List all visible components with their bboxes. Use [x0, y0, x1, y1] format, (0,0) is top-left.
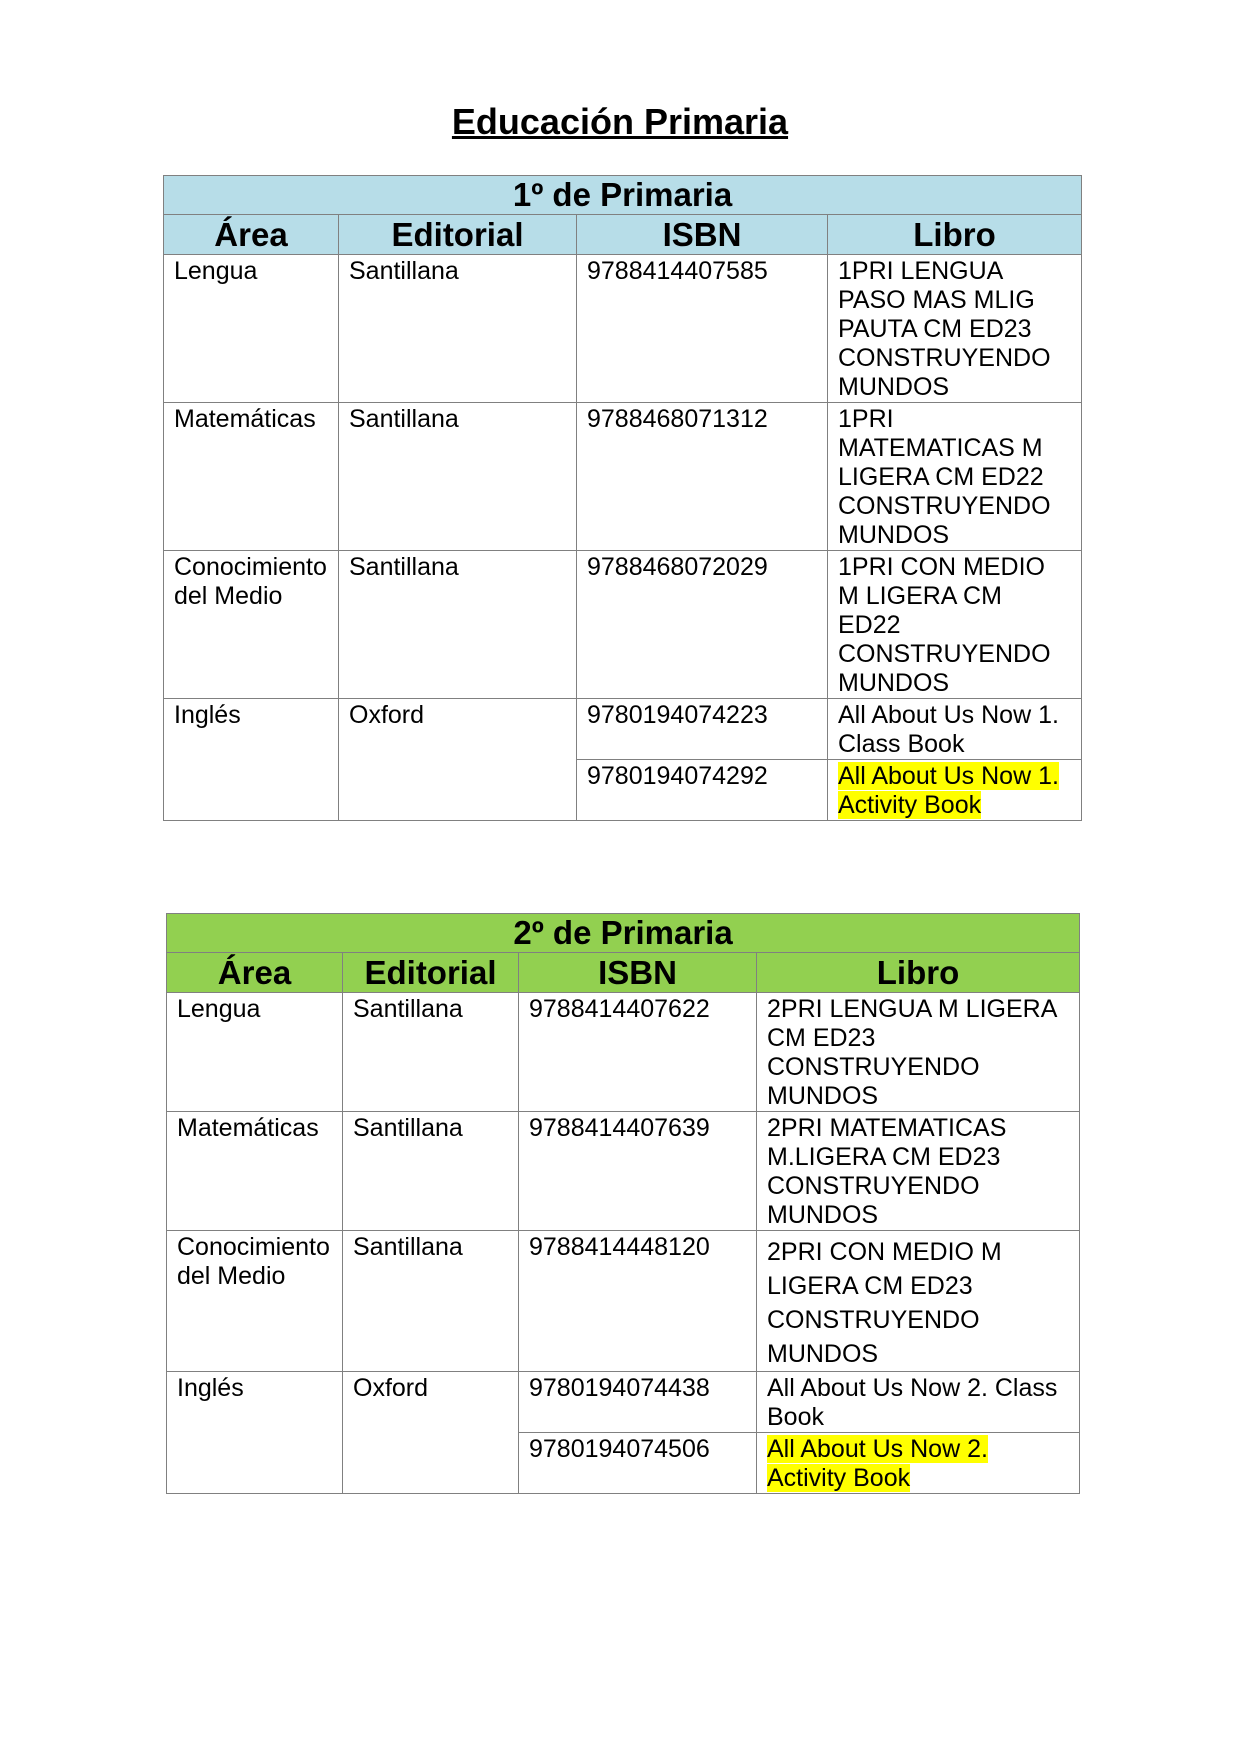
highlighted-book-title: All About Us Now 1. Activity Book [838, 762, 1059, 819]
table-row [167, 993, 1080, 1112]
editorial-cell: Oxford [339, 699, 577, 821]
col-header-libro: Libro [757, 953, 1080, 993]
grade-1-table [163, 175, 1082, 821]
area-cell: Matemáticas [167, 1112, 343, 1231]
highlighted-book-title: All About Us Now 2. Activity Book [767, 1435, 988, 1492]
libro-cell: 1PRI MATEMATICAS M LIGERA CM ED22 CONSTRUYENDO MUNDOS [828, 403, 1082, 551]
page-title: Educación Primaria [451, 101, 789, 142]
column-header-row [167, 953, 1080, 993]
libro-cell: 2PRI MATEMATICAS M.LIGERA CM ED23 CONSTRUYENDO MUNDOS [757, 1112, 1080, 1231]
editorial-cell: Santillana [339, 255, 577, 403]
table-row [164, 699, 1082, 760]
col-header-area: Área [167, 953, 343, 993]
isbn-cell: 9788414448120 [519, 1231, 757, 1372]
col-header-area: Área [164, 215, 339, 255]
libro-cell: 1PRI LENGUA PASO MAS MLIG PAUTA CM ED23 CONSTRUYENDO MUNDOS [828, 255, 1082, 403]
col-header-libro: Libro [828, 215, 1082, 255]
libro-cell: All About Us Now 2. Class Book [757, 1372, 1080, 1433]
grade-title: 2º de Primaria [167, 914, 1080, 953]
isbn-cell: 9788468071312 [577, 403, 828, 551]
isbn-cell: 9780194074506 [519, 1433, 757, 1494]
table-row [164, 551, 1082, 699]
isbn-cell: 9780194074292 [577, 760, 828, 821]
libro-cell: 2PRI LENGUA M LIGERA CM ED23 CONSTRUYENDO MUNDOS [757, 993, 1080, 1112]
editorial-cell: Oxford [343, 1372, 519, 1494]
grade-2-table [166, 913, 1080, 1494]
libro-cell [828, 760, 1082, 821]
table-row [167, 1231, 1080, 1372]
libro-cell [757, 1433, 1080, 1494]
col-header-isbn: ISBN [519, 953, 757, 993]
isbn-cell: 9788468072029 [577, 551, 828, 699]
col-header-editorial: Editorial [343, 953, 519, 993]
area-cell: Inglés [164, 699, 339, 821]
editorial-cell: Santillana [343, 1231, 519, 1372]
editorial-cell: Santillana [343, 1112, 519, 1231]
editorial-cell: Santillana [339, 551, 577, 699]
table-row [164, 403, 1082, 551]
table-row [164, 255, 1082, 403]
isbn-cell: 9780194074438 [519, 1372, 757, 1433]
editorial-cell: Santillana [339, 403, 577, 551]
isbn-cell: 9788414407639 [519, 1112, 757, 1231]
editorial-cell: Santillana [343, 993, 519, 1112]
grade-title-row [167, 914, 1080, 953]
grade-title-row [164, 176, 1082, 215]
table-row [167, 1372, 1080, 1433]
col-header-editorial: Editorial [339, 215, 577, 255]
isbn-cell: 9788414407585 [577, 255, 828, 403]
column-header-row [164, 215, 1082, 255]
col-header-isbn: ISBN [577, 215, 828, 255]
area-cell: Matemáticas [164, 403, 339, 551]
grade-title: 1º de Primaria [164, 176, 1082, 215]
area-cell: Conocimiento del Medio [164, 551, 339, 699]
libro-cell: 2PRI CON MEDIO M LIGERA CM ED23 CONSTRUYENDO MUNDOS [757, 1231, 1080, 1372]
area-cell: Lengua [167, 993, 343, 1112]
isbn-cell: 9788414407622 [519, 993, 757, 1112]
area-cell: Lengua [164, 255, 339, 403]
libro-cell: 1PRI CON MEDIO M LIGERA CM ED22 CONSTRUYENDO MUNDOS [828, 551, 1082, 699]
area-cell: Inglés [167, 1372, 343, 1494]
table-row [167, 1112, 1080, 1231]
libro-cell: All About Us Now 1. Class Book [828, 699, 1082, 760]
isbn-cell: 9780194074223 [577, 699, 828, 760]
area-cell: Conocimiento del Medio [167, 1231, 343, 1372]
